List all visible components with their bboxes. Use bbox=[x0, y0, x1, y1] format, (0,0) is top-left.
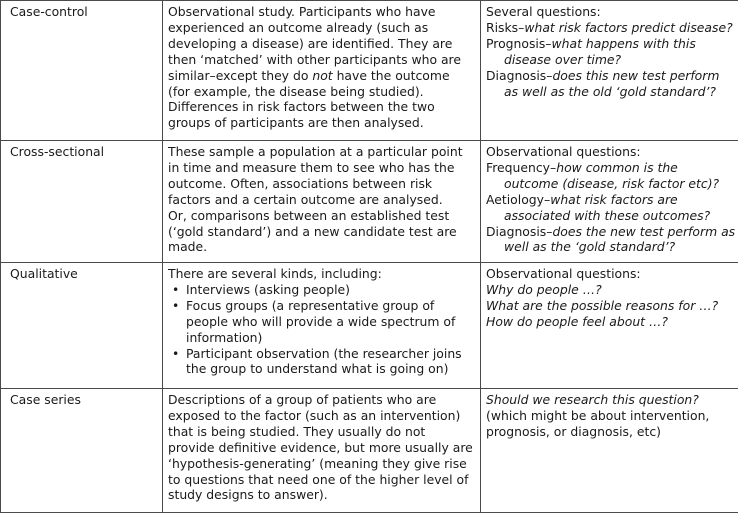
study-type-label: Qualitative bbox=[10, 266, 78, 281]
study-type-cell bbox=[1, 389, 163, 513]
list-item: • Focus groups (a representative group of people who will provide a wide spectrum of information) bbox=[172, 297, 456, 345]
table-row-cross-sectional bbox=[1, 141, 738, 263]
description-text: There are several kinds, including: bbox=[168, 266, 382, 281]
question-item: Risks–what risk factors predict disease? bbox=[486, 19, 733, 35]
question-item: Aetiology–what risk factors are associated with these outcomes? bbox=[486, 191, 711, 223]
question-item: Why do people …? bbox=[486, 281, 602, 297]
question-item: Prognosis–what happens with this disease over time? bbox=[486, 35, 696, 67]
description-text: Descriptions of a group of patients who are exposed to the factor (such as an intervention) that is being studied. They usually do not provide definitive evidence, but more usually are ‘hypothesis-generating’ (meaning they give rise to questions that need one of the higher level of study designs to answer). bbox=[168, 392, 473, 503]
study-type-cell bbox=[1, 1, 163, 141]
description-text: Or, comparisons between an established test (‘gold standard’) and a new candidate test are made. bbox=[168, 207, 457, 255]
emphasis-text: not bbox=[312, 67, 333, 83]
question-item: Diagnosis–does this new test perform as well as the old ‘gold standard’? bbox=[486, 67, 720, 99]
question-item: What are the possible reasons for …? bbox=[486, 297, 719, 313]
study-type-label: Cross-sectional bbox=[10, 144, 105, 159]
list-item: • Interviews (asking people) bbox=[172, 281, 351, 297]
question-item: Frequency–how common is the outcome (disease, risk factor etc)? bbox=[486, 159, 720, 191]
table-row-case-control bbox=[1, 1, 738, 141]
bullet-list bbox=[168, 282, 475, 377]
list-item: • Participant observation (the researcher joins the group to understand what is going on) bbox=[172, 345, 462, 377]
questions-heading: Observational questions: bbox=[486, 144, 641, 159]
table-row-qualitative bbox=[1, 263, 738, 389]
study-type-label: Case series bbox=[10, 392, 81, 407]
study-type-cell bbox=[1, 263, 163, 389]
study-type-label: Case-control bbox=[10, 4, 88, 19]
questions-cell bbox=[481, 389, 738, 513]
description-text: Observational study. Participants who have experienced an outcome already (such as developing a disease) are identified. They are then ‘matched’ with other participants who are similar–except they do not have the outcome (for example, the disease being studied). Differences in risk factors between the two groups of participants are then analysed. bbox=[168, 4, 462, 131]
question-item: Should we research this question? (which might be about intervention, prognosis, or diagnosis, etc) bbox=[486, 392, 710, 439]
bullet-icon: • bbox=[172, 297, 180, 313]
study-type-cell bbox=[1, 141, 163, 263]
description-cell bbox=[163, 1, 481, 141]
question-item: Diagnosis–does the new test perform as well as the ‘gold standard’? bbox=[486, 223, 736, 255]
bullet-icon: • bbox=[172, 281, 180, 297]
questions-heading: Observational questions: bbox=[486, 266, 641, 281]
questions-heading: Several questions: bbox=[486, 4, 601, 19]
table-row-case-series bbox=[1, 389, 738, 513]
description-text: These sample a population at a particular point in time and measure them to see who has the outcome. Often, associations between risk factors and a certain outcome are analysed. bbox=[168, 144, 463, 207]
questions-cell bbox=[481, 263, 738, 389]
bullet-icon: • bbox=[172, 345, 180, 361]
description-cell bbox=[163, 389, 481, 513]
description-cell bbox=[163, 141, 481, 263]
description-cell bbox=[163, 263, 481, 389]
question-item: How do people feel about …? bbox=[486, 313, 668, 329]
questions-cell bbox=[481, 141, 738, 263]
questions-cell bbox=[481, 1, 738, 141]
